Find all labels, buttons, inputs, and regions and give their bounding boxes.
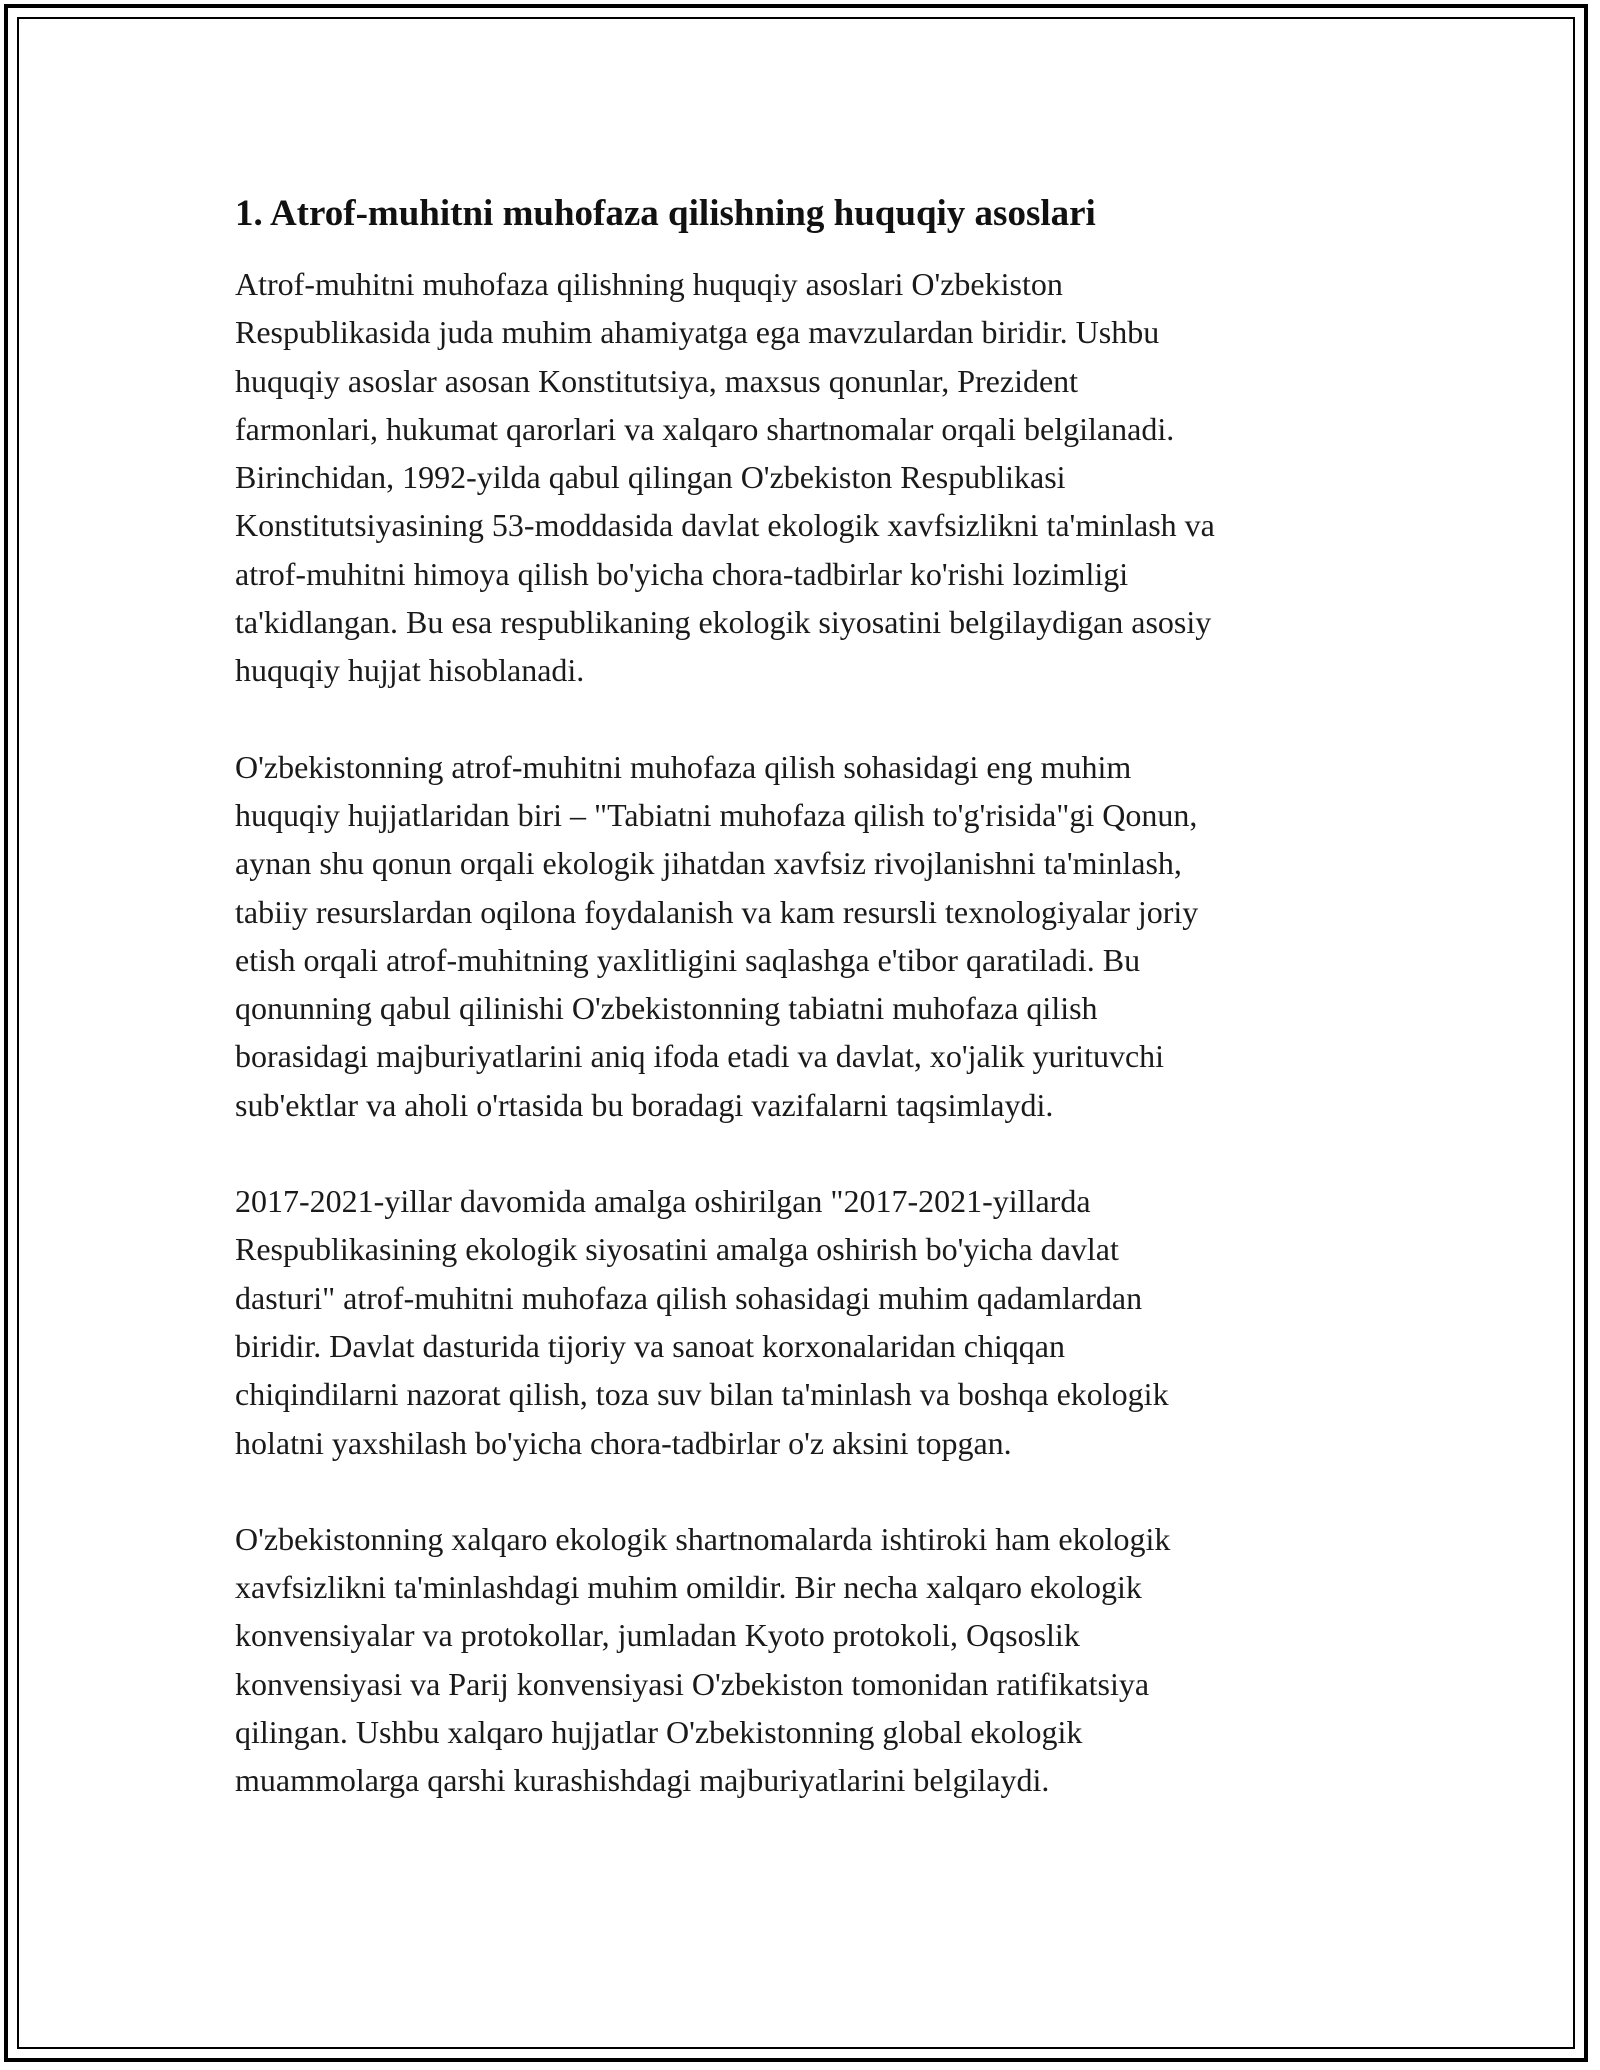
paragraph-line: konvensiyalar va protokollar, jumladan Kyoto protokoli, Oqsoslik (235, 1617, 1080, 1654)
paragraph-line: O'zbekistonning xalqaro ekologik shartnomalarda ishtiroki ham ekologik (235, 1520, 1171, 1557)
paragraph-line: ta'kidlangan. Bu esa respublikaning ekologik siyosatini belgilaydigan asosiy (235, 604, 1212, 641)
paragraph-line: muammolarga qarshi kurashishdagi majburiyatlarini belgilaydi. (235, 1762, 1050, 1799)
paragraph-line: 2017-2021-yillar davomida amalga oshirilgan "2017-2021-yillarda (235, 1183, 1091, 1220)
paragraph-line: sub'ektlar va aholi o'rtasida bu boradagi vazifalarni taqsimlaydi. (235, 1086, 1054, 1123)
paragraph-line: huquqiy asoslar asosan Konstitutsiya, maxsus qonunlar, Prezident (235, 362, 1079, 399)
paragraph-line: farmonlari, hukumat qarorlari va xalqaro shartnomalar orqali belgilanadi. (235, 410, 1175, 447)
paragraph-line: aynan shu qonun orqali ekologik jihatdan xavfsiz rivojlanishni ta'minlash, (235, 845, 1182, 882)
paragraph-3 (235, 1177, 1375, 1467)
paragraph-line: Birinchidan, 1992-yilda qabul qilingan O'zbekiston Respublikasi (235, 459, 1066, 496)
paragraph-line: Atrof-muhitni muhofaza qilishning huquqiy asoslari O'zbekiston (235, 266, 1063, 302)
paragraph-line: Respublikasida juda muhim ahamiyatga ega mavzulardan biridir. Ushbu (235, 314, 1160, 351)
paragraph-line: konvensiyasi va Parij konvensiyasi O'zbekiston tomonidan ratifikatsiya (235, 1665, 1150, 1702)
paragraph-2 (235, 743, 1375, 1129)
paragraph-line: borasidagi majburiyatlarini aniq ifoda etadi va davlat, xo'jalik yurituvchi (235, 1038, 1165, 1075)
paragraph-line: etish orqali atrof-muhitning yaxlitligini saqlashga e'tibor qaratiladi. Bu (235, 941, 1141, 978)
paragraph-line: xavfsizlikni ta'minlashdagi muhim omildir. Bir necha xalqaro ekologik (235, 1569, 1142, 1606)
paragraph-line: Konstitutsiyasining 53-moddasida davlat ekologik xavfsizlikni ta'minlash va (235, 507, 1215, 544)
paragraph-line: qilingan. Ushbu xalqaro hujjatlar O'zbekistonning global ekologik (235, 1714, 1083, 1751)
paragraph-line: O'zbekistonning atrof-muhitni muhofaza qilish sohasidagi eng muhim (235, 748, 1132, 785)
paragraph-line: Respublikasining ekologik siyosatini amalga oshirish bo'yicha davlat (235, 1231, 1119, 1268)
paragraph-line: dasturi" atrof-muhitni muhofaza qilish sohasidagi muhim qadamlardan (235, 1279, 1143, 1316)
paragraph-1 (235, 260, 1375, 695)
paragraph-line: tabiiy resurslardan oqilona foydalanish va kam resursli texnologiyalar joriy (235, 893, 1199, 930)
document-content (235, 190, 1375, 1853)
paragraph-line: chiqindilarni nazorat qilish, toza suv bilan ta'minlash va boshqa ekologik (235, 1376, 1169, 1413)
paragraph-line: holatni yaxshilash bo'yicha chora-tadbirlar o'z aksini topgan. (235, 1424, 1012, 1461)
section-heading: 1. Atrof-muhitni muhofaza qilishning huquqiy asoslari (235, 193, 1096, 234)
paragraph-line: biridir. Davlat dasturida tijoriy va sanoat korxonalaridan chiqqan (235, 1327, 1065, 1364)
paragraph-line: huquqiy hujjatlaridan biri – "Tabiatni muhofaza qilish to'g'risida"gi Qonun, (235, 796, 1198, 833)
paragraph-4 (235, 1515, 1375, 1805)
paragraph-line: qonunning qabul qilinishi O'zbekistonning tabiatni muhofaza qilish (235, 990, 1098, 1027)
paragraph-line: atrof-muhitni himoya qilish bo'yicha chora-tadbirlar ko'rishi lozimligi (235, 555, 1129, 592)
paragraph-line: huquqiy hujjat hisoblanadi. (235, 652, 585, 689)
